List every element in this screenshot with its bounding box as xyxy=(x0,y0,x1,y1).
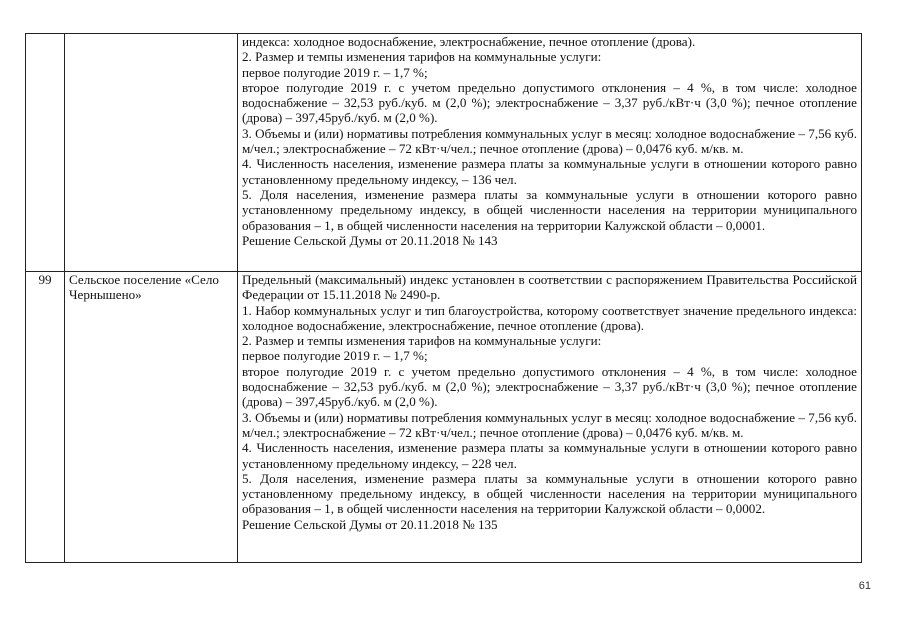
table-row xyxy=(26,34,862,272)
paragraph: 1. Набор коммунальных услуг и тип благоустройства, которому соответствует значение предельного индекса: холодное водоснабжение, электроснабжение, печное отопление (дрова). xyxy=(242,302,857,333)
paragraph: первое полугодие 2019 г. – 1,7 %; xyxy=(242,64,428,80)
paragraph: 3. Объемы и (или) нормативы потребления коммунальных услуг в месяц: холодное водоснабжение – 7,56 куб. м/чел.; электроснабжение – 72 кВт·ч/чел.; печное отопление (дрова) – 0,0476 куб. м/кв. м. xyxy=(242,409,857,440)
decision-reference: Решение Сельской Думы от 20.11.2018 № 135 xyxy=(242,516,498,532)
page-number: 61 xyxy=(858,580,871,592)
paragraph: 2. Размер и темпы изменения тарифов на коммунальные услуги: xyxy=(242,333,602,349)
row-number-cell: 99 xyxy=(26,272,65,563)
decision-reference: Решение Сельской Думы от 20.11.2018 № 143 xyxy=(242,232,498,248)
document-table xyxy=(25,33,862,563)
paragraph: 4. Численность населения, изменение размера платы за коммунальные услуги в отношении которого равно установленному предельному индексу, – 228 чел. xyxy=(242,440,857,471)
paragraph: первое полугодие 2019 г. – 1,7 %; xyxy=(242,348,428,364)
paragraph: 3. Объемы и (или) нормативы потребления коммунальных услуг в месяц: холодное водоснабжение – 7,56 куб. м/чел.; электроснабжение – 72 кВт·ч/чел.; печное отопление (дрова) – 0,0476 куб. м/кв. м. xyxy=(242,125,857,157)
paragraph: индекса: холодное водоснабжение, электроснабжение, печное отопление (дрова). xyxy=(242,34,696,49)
paragraph: 5. Доля населения, изменение размера платы за коммунальные услуги в отношении которого равно установленному предельному индексу, в общей численности населения на территории муниципального образования – 1, в общей численности населения на территории Калужской области – 0,0002. xyxy=(242,470,857,517)
paragraph: второе полугодие 2019 г. с учетом предельно допустимого отклонения – 4 %, в том числе: холодное водоснабжение – 32,53 руб./куб. м (2,0 %); электроснабжение – 3,37 руб./кВт·ч (3,0 %); печное отопление (дрова) – 397,45руб./куб. м (2,0 %). xyxy=(242,79,857,126)
paragraph: 5. Доля населения, изменение размера платы за коммунальные услуги в отношении которого равно установленному предельному индексу, в общей численности населения на территории муниципального образования – 1, в общей численности населения на территории Калужской области – 0,0001. xyxy=(242,186,857,233)
index-description-cell xyxy=(238,272,862,563)
municipality-name-cell: Сельское поселение «Село Чернышено» xyxy=(65,272,238,563)
index-description-cell xyxy=(238,34,862,272)
paragraph: 4. Численность населения, изменение размера платы за коммунальные услуги в отношении которого равно установленному предельному индексу, – 136 чел. xyxy=(242,156,857,187)
municipality-name-cell xyxy=(65,34,238,272)
table-row xyxy=(26,272,862,563)
paragraph: 2. Размер и темпы изменения тарифов на коммунальные услуги: xyxy=(242,49,602,65)
paragraph: Предельный (максимальный) индекс установлен в соответствии с распоряжением Правительства Российской Федерации от 15.11.2018 № 2490-р. xyxy=(242,272,857,303)
paragraph: второе полугодие 2019 г. с учетом предельно допустимого отклонения – 4 %, в том числе: холодное водоснабжение – 32,53 руб./куб. м (2,0 %); электроснабжение – 3,37 руб./кВт·ч (3,0 %); печное отопление (дрова) – 397,45руб./куб. м (2,0 %). xyxy=(242,363,857,410)
row-number-cell xyxy=(26,34,65,272)
